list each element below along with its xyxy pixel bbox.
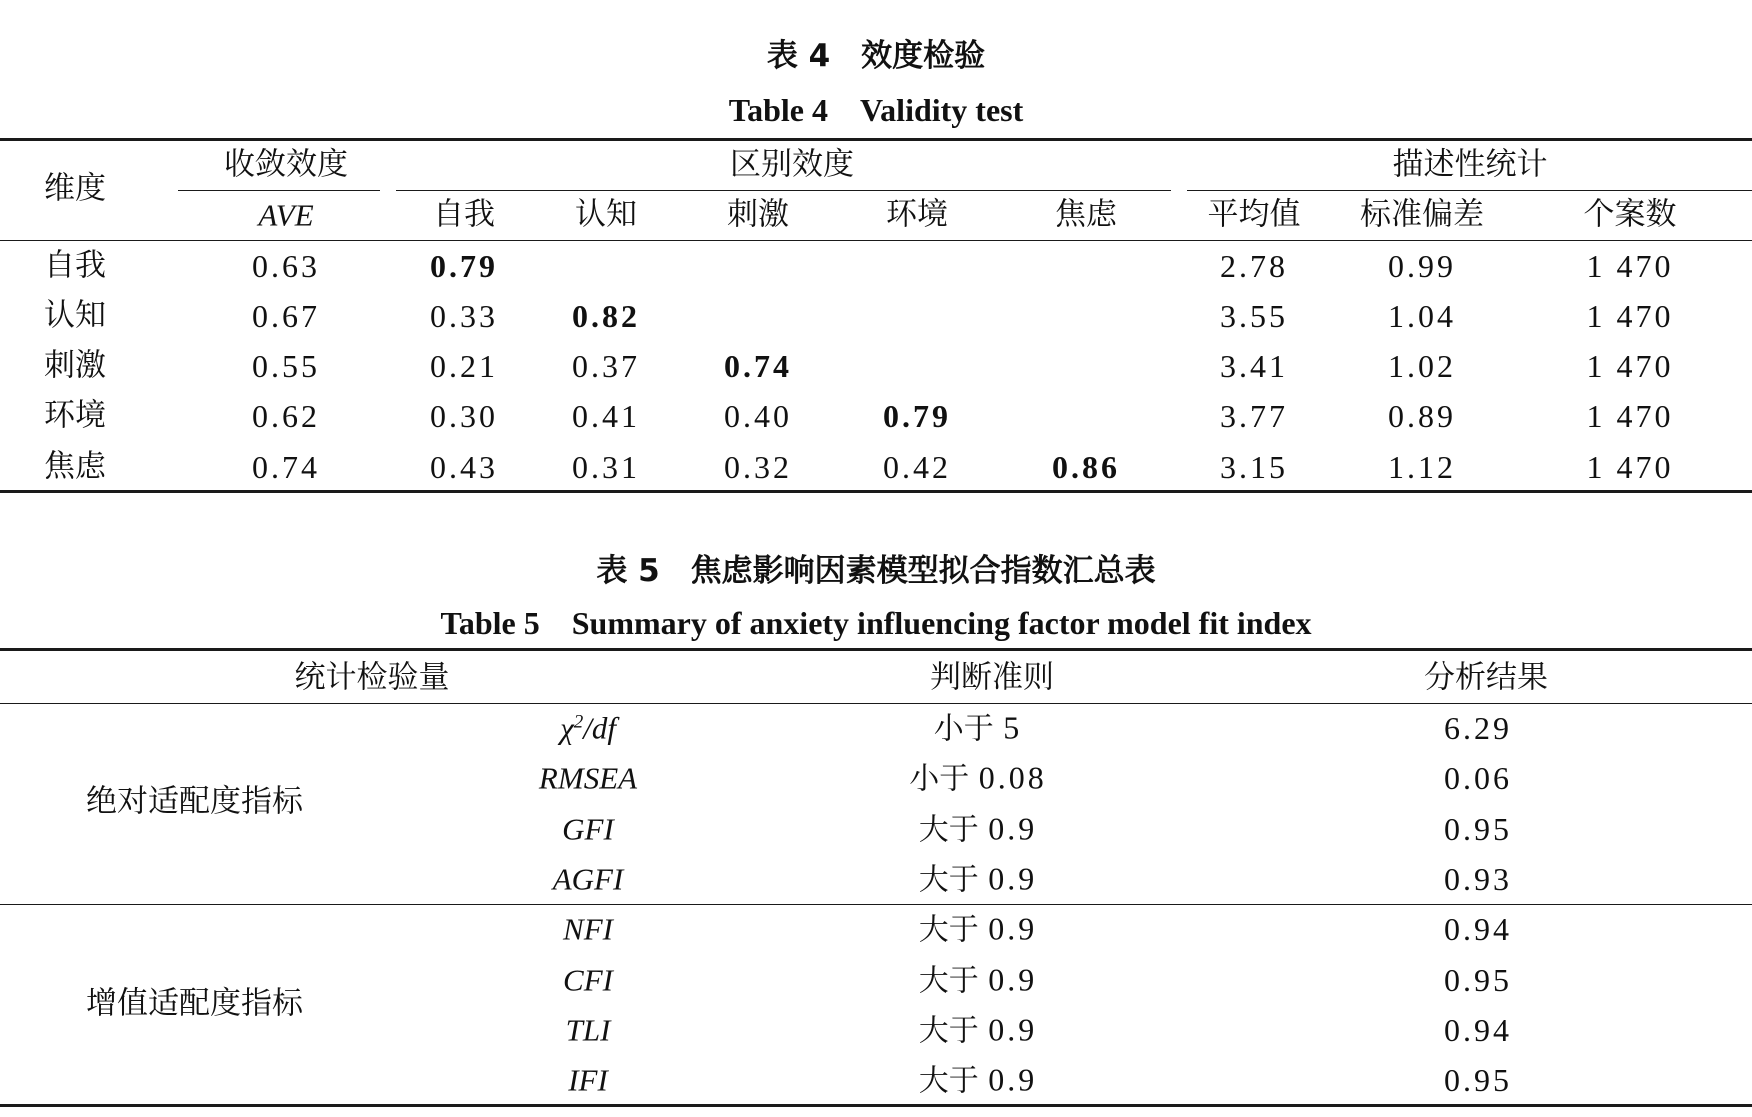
n-value: 1 470 bbox=[1586, 348, 1674, 384]
discriminant-validity-header: 区别效度 bbox=[730, 146, 854, 183]
correlation-value: 0.30 bbox=[430, 398, 498, 434]
mean-value: 2.78 bbox=[1220, 248, 1288, 284]
discriminant-underline bbox=[396, 190, 1171, 191]
ave-value: 0.74 bbox=[252, 449, 320, 485]
result-header: 分析结果 bbox=[1424, 659, 1548, 696]
row-dimension: 环境 bbox=[44, 397, 106, 434]
convergent-underline bbox=[178, 190, 380, 191]
fit-criterion: 小于 5 bbox=[933, 709, 1023, 747]
table4-header-rule bbox=[0, 240, 1752, 241]
fit-index: GFI bbox=[562, 811, 614, 847]
fit-criterion: 小于 0.08 bbox=[909, 759, 1047, 797]
table5-bottom-rule bbox=[0, 1104, 1752, 1107]
table4-top-rule bbox=[0, 138, 1752, 141]
correlation-value: 0.32 bbox=[724, 449, 792, 485]
fit-result: 0.95 bbox=[1444, 962, 1512, 998]
fit-result: 0.93 bbox=[1444, 861, 1512, 897]
n-header: 个案数 bbox=[1583, 196, 1677, 233]
fit-criterion: 大于 0.9 bbox=[918, 1011, 1038, 1049]
sqrt-ave-diagonal: 0.79 bbox=[883, 398, 951, 434]
descriptive-underline bbox=[1187, 190, 1752, 191]
col-cognition-header: 认知 bbox=[575, 196, 637, 233]
table5-header-rule bbox=[0, 703, 1752, 704]
fit-criterion: 大于 0.9 bbox=[918, 1061, 1038, 1099]
fit-index: $\chi^2/df$ bbox=[560, 710, 616, 746]
mean-value: 3.77 bbox=[1220, 398, 1288, 434]
correlation-value: 0.21 bbox=[430, 348, 498, 384]
sd-value: 1.12 bbox=[1388, 449, 1456, 485]
fit-result: 0.95 bbox=[1444, 811, 1512, 847]
row-dimension: 自我 bbox=[44, 247, 106, 284]
fit-result: 6.29 bbox=[1444, 710, 1512, 746]
table5-caption-cn: 表 5 焦虑影响因素模型拟合指数汇总表 bbox=[596, 553, 1156, 589]
mean-value: 3.15 bbox=[1220, 449, 1288, 485]
fit-criterion: 大于 0.9 bbox=[918, 810, 1038, 848]
fit-index: TLI bbox=[565, 1012, 611, 1048]
stat-header: 统计检验量 bbox=[294, 659, 450, 696]
sd-value: 1.02 bbox=[1388, 348, 1456, 384]
row-dimension: 焦虑 bbox=[44, 448, 106, 485]
mean-value: 3.55 bbox=[1220, 298, 1288, 334]
table4-caption-cn: 表 4 效度检验 bbox=[766, 38, 986, 74]
fit-index: IFI bbox=[568, 1062, 608, 1098]
fit-index: RMSEA bbox=[538, 760, 638, 796]
ave-value: 0.63 bbox=[252, 248, 320, 284]
table4-caption-en: Table 4 Validity test bbox=[728, 92, 1024, 128]
n-value: 1 470 bbox=[1586, 248, 1674, 284]
sqrt-ave-diagonal: 0.86 bbox=[1052, 449, 1120, 485]
mean-header: 平均值 bbox=[1207, 196, 1301, 233]
criterion-header: 判断准则 bbox=[930, 659, 1054, 696]
sd-value: 1.04 bbox=[1388, 298, 1456, 334]
fit-index: CFI bbox=[563, 962, 613, 998]
mean-value: 3.41 bbox=[1220, 348, 1288, 384]
fit-result: 0.06 bbox=[1444, 760, 1512, 796]
fit-result: 0.94 bbox=[1444, 911, 1512, 947]
n-value: 1 470 bbox=[1586, 298, 1674, 334]
fit-index: AGFI bbox=[552, 861, 624, 897]
sqrt-ave-diagonal: 0.74 bbox=[724, 348, 792, 384]
fit-result: 0.94 bbox=[1444, 1012, 1512, 1048]
n-value: 1 470 bbox=[1586, 398, 1674, 434]
group-label-incremental-fit: 增值适配度指标 bbox=[86, 985, 303, 1022]
col-self-header: 自我 bbox=[433, 196, 495, 233]
table4-bottom-rule bbox=[0, 490, 1752, 493]
group-divider-rule bbox=[0, 904, 1752, 905]
dimension-header: 维度 bbox=[44, 170, 106, 207]
ave-value: 0.55 bbox=[252, 348, 320, 384]
ave-header: AVE bbox=[258, 197, 314, 233]
fit-criterion: 大于 0.9 bbox=[918, 910, 1038, 948]
group-label-absolute-fit: 绝对适配度指标 bbox=[86, 783, 303, 820]
fit-index: NFI bbox=[563, 911, 613, 947]
table5-top-rule bbox=[0, 648, 1752, 651]
fit-result: 0.95 bbox=[1444, 1062, 1512, 1098]
col-anxiety-header: 焦虑 bbox=[1055, 196, 1117, 233]
col-environment-header: 环境 bbox=[886, 196, 948, 233]
sqrt-ave-diagonal: 0.79 bbox=[430, 248, 498, 284]
fit-criterion: 大于 0.9 bbox=[918, 961, 1038, 999]
descriptive-stats-header: 描述性统计 bbox=[1392, 146, 1548, 183]
row-dimension: 认知 bbox=[44, 297, 106, 334]
correlation-value: 0.41 bbox=[572, 398, 640, 434]
correlation-value: 0.37 bbox=[572, 348, 640, 384]
ave-value: 0.62 bbox=[252, 398, 320, 434]
correlation-value: 0.40 bbox=[724, 398, 792, 434]
sd-header: 标准偏差 bbox=[1360, 196, 1484, 233]
sd-value: 0.99 bbox=[1388, 248, 1456, 284]
correlation-value: 0.42 bbox=[883, 449, 951, 485]
col-stimulus-header: 刺激 bbox=[727, 196, 789, 233]
row-dimension: 刺激 bbox=[44, 347, 106, 384]
table5-caption-en: Table 5 Summary of anxiety influencing factor model fit index bbox=[440, 605, 1312, 641]
correlation-value: 0.43 bbox=[430, 449, 498, 485]
correlation-value: 0.33 bbox=[430, 298, 498, 334]
ave-value: 0.67 bbox=[252, 298, 320, 334]
n-value: 1 470 bbox=[1586, 449, 1674, 485]
sqrt-ave-diagonal: 0.82 bbox=[572, 298, 640, 334]
sd-value: 0.89 bbox=[1388, 398, 1456, 434]
fit-criterion: 大于 0.9 bbox=[918, 860, 1038, 898]
correlation-value: 0.31 bbox=[572, 449, 640, 485]
convergent-validity-header: 收敛效度 bbox=[224, 146, 348, 183]
